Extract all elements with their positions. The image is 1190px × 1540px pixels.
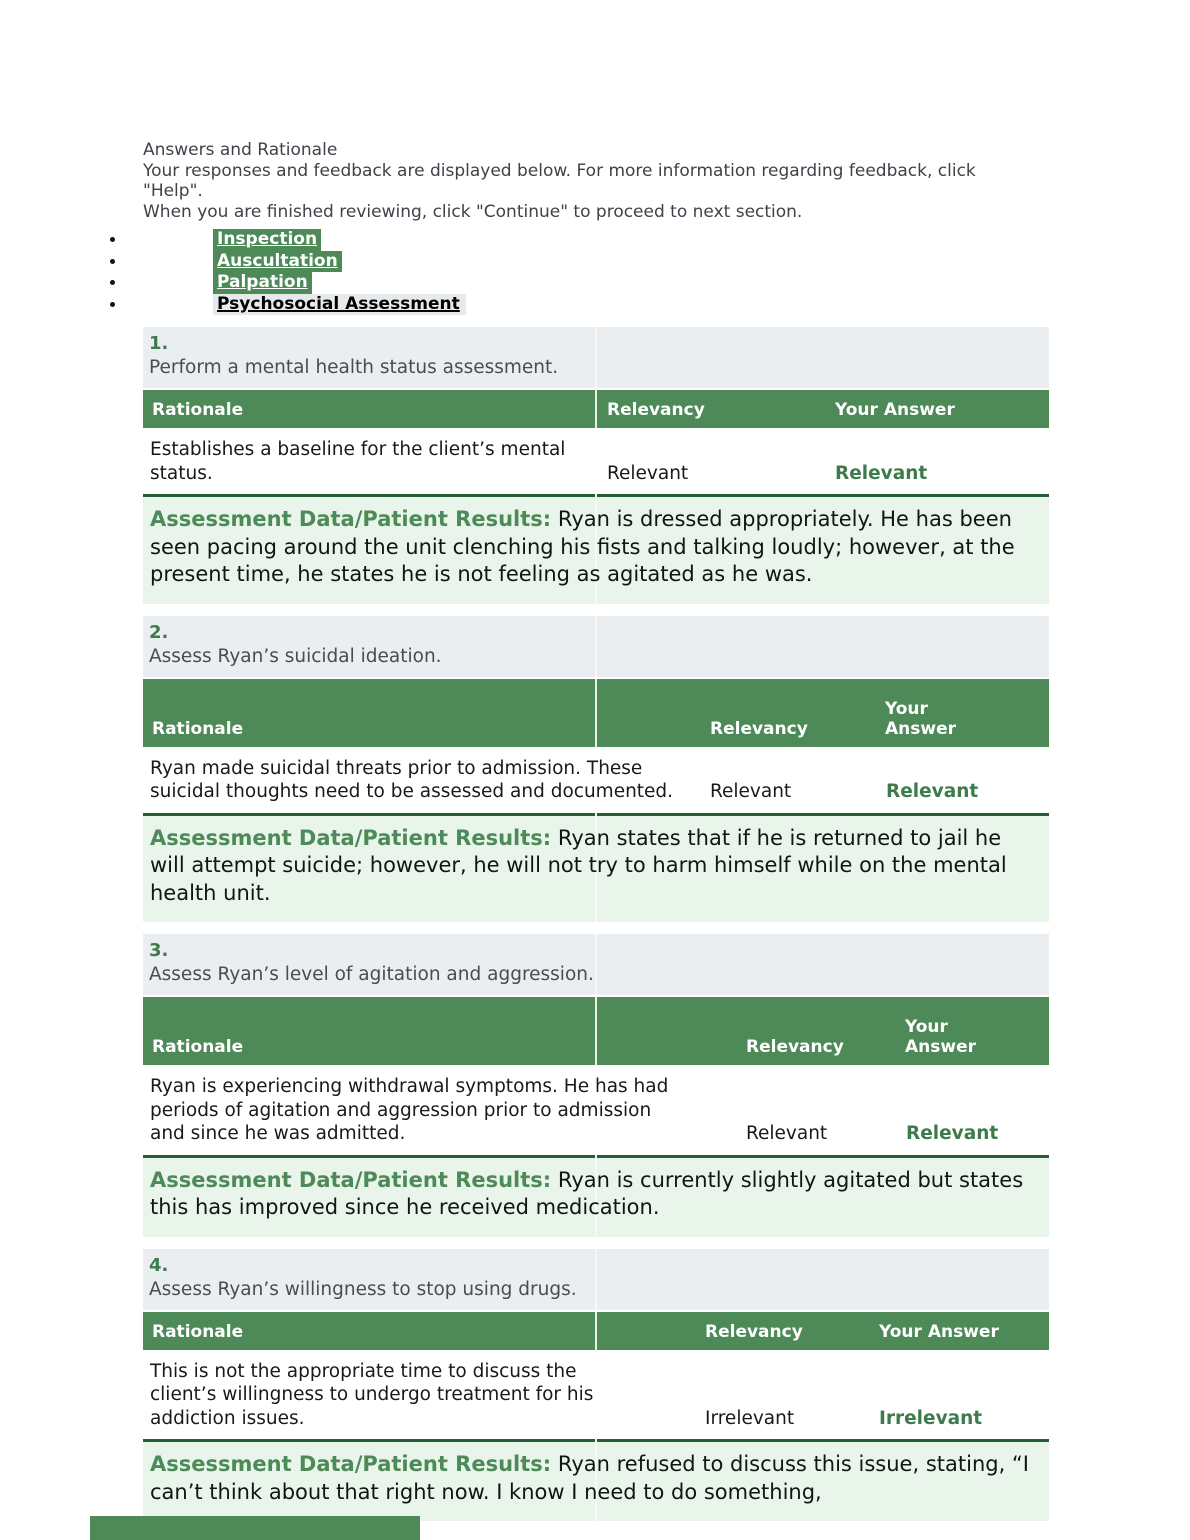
question-prompt: Perform a mental health status assessment. [149, 357, 559, 378]
assessment-data-label: Assessment Data/Patient Results: [150, 1452, 552, 1476]
table-header-row [143, 1312, 1049, 1350]
nav-link-palpation[interactable]: Palpation [213, 272, 312, 294]
relevancy-cell: Relevant [607, 462, 689, 484]
question-3 [143, 934, 1049, 1237]
relevancy-cell: Relevant [710, 781, 792, 802]
bullet-icon [110, 259, 115, 264]
nav-link-inspection[interactable]: Inspection [213, 229, 321, 251]
column-header-relevancy: Relevancy [710, 718, 808, 739]
intro-text: Your responses and feedback are displayed below. For more information regarding feedback, click "Help". [143, 160, 976, 201]
table-row [143, 1065, 1049, 1155]
assessment-data-text: Ryan is dressed appropriately. He has been seen pacing around the unit clenching his fists and talking loudly; however, at the present time, he states he is not feeling as agitated as he was. [150, 507, 1015, 586]
table-row [143, 428, 1049, 494]
column-header-rationale: Rationale [152, 400, 244, 420]
column-header-rationale: Rationale [152, 1321, 244, 1342]
section-nav [143, 229, 1049, 315]
question-4 [143, 1249, 1049, 1522]
relevancy-cell: Relevant [746, 1123, 828, 1144]
content-area [143, 140, 1049, 1521]
question-2 [143, 616, 1049, 923]
question-header [143, 327, 1049, 388]
question-number: 2. [149, 621, 169, 643]
question-prompt: Assess Ryan’s willingness to stop using drugs. [149, 1278, 577, 1300]
column-header-your-answer: Your Answer [885, 698, 956, 739]
table-row [143, 747, 1049, 813]
nav-item-psychosocial-assessment [110, 294, 1049, 316]
assessment-data-text: Ryan refused to discuss this issue, stating, “I can’t think about that right now. I know I need to do something, [150, 1452, 1030, 1504]
table-header-row [143, 679, 1049, 747]
assessment-data-block [143, 1439, 1049, 1521]
nav-item-palpation [110, 272, 1049, 294]
assessment-data-block [143, 1155, 1049, 1237]
column-header-relevancy: Relevancy [705, 1321, 803, 1342]
question-header [143, 1249, 1049, 1310]
next-table-header-fragment [90, 1516, 420, 1540]
nav-link-auscultation[interactable]: Auscultation [213, 251, 342, 273]
your-answer-cell: Relevant [906, 1123, 999, 1144]
rationale-cell: Ryan is experiencing withdrawal symptoms. He has had periods of agitation and aggression prior to admission and since he was admitted. [150, 1076, 669, 1144]
column-header-your-answer: Your Answer [835, 400, 955, 420]
question-header [143, 616, 1049, 677]
nav-link-psychosocial-assessment-active[interactable]: Psychosocial Assessment [213, 294, 466, 316]
column-header-relevancy: Relevancy [746, 1037, 844, 1057]
assessment-data-text: Ryan states that if he is returned to jail he will attempt suicide; however, he will not try to harm himself while on the mental health unit. [150, 825, 1007, 905]
question-1 [143, 327, 1049, 604]
assessment-data-block [143, 813, 1049, 923]
bullet-icon [110, 302, 115, 307]
column-divider [595, 997, 597, 1065]
assessment-data-block [143, 494, 1049, 604]
column-header-your-answer: Your Answer [879, 1321, 999, 1342]
column-divider [595, 390, 597, 428]
table-row [143, 1350, 1049, 1440]
your-answer-cell: Irrelevant [879, 1407, 983, 1429]
assessment-data-label: Assessment Data/Patient Results: [150, 825, 552, 850]
relevancy-cell: Irrelevant [705, 1407, 795, 1429]
question-number: 4. [149, 1254, 169, 1276]
rationale-cell: Establishes a baseline for the client’s mental status. [150, 439, 566, 484]
question-prompt: Assess Ryan’s suicidal ideation. [149, 645, 442, 667]
rationale-cell: This is not the appropriate time to discuss the client’s willingness to undergo treatment for his addiction issues. [150, 1360, 594, 1429]
your-answer-cell: Relevant [835, 462, 928, 484]
question-number: 3. [149, 940, 169, 961]
nav-item-inspection [110, 229, 1049, 251]
column-header-your-answer: Your Answer [905, 1017, 976, 1057]
question-number: 1. [149, 333, 169, 354]
table-header-row [143, 390, 1049, 428]
assessment-data-label: Assessment Data/Patient Results: [150, 1167, 552, 1192]
instruction-text: When you are finished reviewing, click "Continue" to proceed to next section. [143, 201, 803, 222]
question-prompt: Assess Ryan’s level of agitation and aggression. [149, 964, 594, 985]
bullet-icon [110, 280, 115, 285]
column-header-rationale: Rationale [152, 718, 244, 739]
assessment-data-text: Ryan is currently slightly agitated but states this has improved since he received medication. [150, 1167, 1024, 1219]
bullet-icon [110, 237, 115, 242]
your-answer-cell: Relevant [886, 781, 979, 802]
nav-item-auscultation [110, 251, 1049, 273]
column-header-rationale: Rationale [152, 1037, 244, 1057]
rationale-cell: Ryan made suicidal threats prior to admission. These suicidal thoughts need to be assessed and documented. [150, 757, 674, 802]
question-header [143, 934, 1049, 995]
assessment-data-label: Assessment Data/Patient Results: [150, 507, 552, 531]
page-title: Answers and Rationale [143, 140, 338, 160]
column-divider [595, 1312, 597, 1350]
column-header-relevancy: Relevancy [607, 400, 705, 420]
column-divider [595, 679, 597, 747]
table-header-row [143, 997, 1049, 1065]
